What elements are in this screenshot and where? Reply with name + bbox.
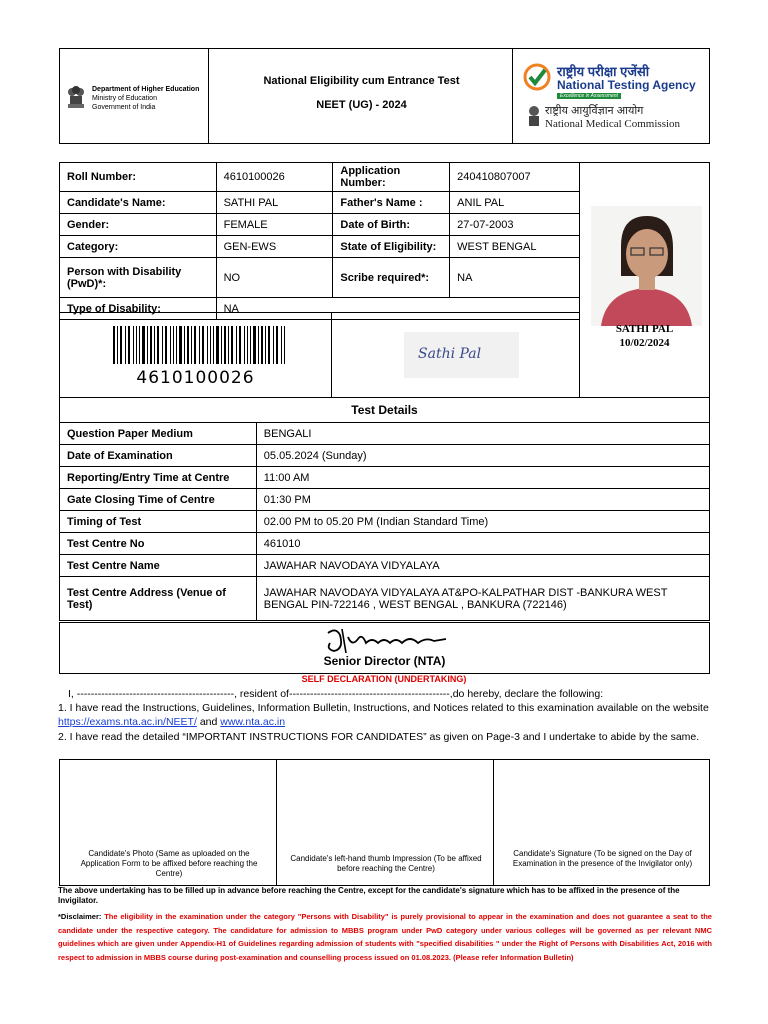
test-detail-value: JAWAHAR NAVODAYA VIDYALAYA AT&PO-KALPATHAR DIST -BANKURA WEST BENGAL PIN-722146 , WEST BENGAL , BANKURA (722146): [256, 577, 709, 621]
thumb-impression-box: [276, 759, 494, 886]
candidate-name-value: SATHI PAL: [216, 192, 333, 214]
scribe-label: Scribe required*:: [333, 258, 450, 298]
barcode-cell: [59, 312, 332, 398]
barcode-bar: [133, 326, 134, 364]
barcode-bar: [142, 326, 145, 364]
test-detail-label: Timing of Test: [60, 511, 257, 533]
state-value: WEST BENGAL: [450, 236, 580, 258]
nmc-english-name: National Medical Commission: [545, 118, 681, 130]
barcode-bar: [125, 326, 126, 364]
undertaking-note: The above undertaking has to be filled up in advance before reaching the Centre, except for the candidate's signature which has to be affixed in the presence of the Invigilator.: [58, 886, 680, 905]
barcode-bar: [139, 326, 140, 364]
gender-label: Gender:: [60, 214, 217, 236]
header-right-cell: [512, 48, 710, 144]
director-title: Senior Director (NTA): [323, 654, 446, 668]
declaration-point-2: 2. I have read the detailed “IMPORTANT INSTRUCTIONS FOR CANDIDATES” as given on Page-3 and I undertake to abide by the same.: [58, 731, 700, 743]
barcode-bar: [150, 326, 152, 364]
barcode-bar: [187, 326, 189, 364]
and-text: and: [199, 716, 218, 728]
photo-date: 10/02/2024: [619, 337, 670, 349]
national-emblem-icon: [66, 82, 86, 112]
department-block: [92, 85, 199, 112]
declaration-point-1-text: 1. I have read the Instructions, Guidelines, Information Bulletin, Instructions, and Notices related to this examination available on the website: [58, 702, 709, 714]
candidate-signature-image: [404, 332, 519, 378]
test-details-table: [59, 422, 710, 621]
test-detail-value: 05.05.2024 (Sunday): [256, 445, 709, 467]
header-center-cell: [208, 48, 513, 144]
test-details-heading: Test Details: [59, 397, 710, 423]
barcode-bar: [117, 326, 118, 364]
candidate-signature-text: Sathi Pal: [418, 346, 482, 362]
nta-tagline: Excellence in Assessment: [557, 93, 621, 99]
barcode-bar: [202, 326, 204, 364]
barcode-bar: [265, 326, 266, 364]
candidate-photo-box: [59, 759, 277, 886]
father-name-value: ANIL PAL: [450, 192, 580, 214]
barcode-bar: [253, 326, 256, 364]
test-detail-label: Test Centre Address (Venue of Test): [60, 577, 257, 621]
test-detail-label: Gate Closing Time of Centre: [60, 489, 257, 511]
barcode-bar: [191, 326, 192, 364]
father-name-label: Father's Name :: [333, 192, 450, 214]
category-value: GEN-EWS: [216, 236, 333, 258]
dob-label: Date of Birth:: [333, 214, 450, 236]
barcode: [113, 326, 288, 364]
disclaimer-text: The eligibility in the examination under the category "Persons with Disability" is purely provisional to appear in the examination and does not guarantee a seat to the candidate under the respective category. The candidature for admission to MBBS program under PwD category under various colleges will be governed as per relevant NMC guidelines which are given under Appendix-H1 of Guidelines regarding admission of students with "specified disabilities " under the Right of Persons with Disabilities Act, 2016 with respect to admission in MBBS course during post-examination and counselling process issued on 01.08.2023. (Please refer Information Bulletin): [58, 912, 712, 962]
barcode-bar: [136, 326, 137, 364]
barcode-bar: [154, 326, 155, 364]
application-number-label: Application Number:: [333, 163, 450, 192]
barcode-bar: [128, 326, 130, 364]
test-detail-label: Test Centre Name: [60, 555, 257, 577]
dob-value: 27-07-2003: [450, 214, 580, 236]
test-detail-value: 02.00 PM to 05.20 PM (Indian Standard Time): [256, 511, 709, 533]
barcode-bar: [228, 326, 229, 364]
test-detail-value: JAWAHAR NAVODAYA VIDYALAYA: [256, 555, 709, 577]
barcode-bar: [120, 326, 122, 364]
disclaimer: [58, 910, 712, 964]
nta-hindi-name: राष्ट्रीय परीक्षा एजेंसी: [557, 64, 650, 79]
test-detail-value: BENGALI: [256, 423, 709, 445]
barcode-bar: [247, 326, 248, 364]
candidate-photo-cell: [579, 162, 710, 398]
gender-value: FEMALE: [216, 214, 333, 236]
barcode-bar: [184, 326, 185, 364]
pwd-value: NO: [216, 258, 333, 298]
director-signature-box: [59, 622, 710, 674]
department-name: Department of Higher Education: [92, 86, 200, 93]
barcode-bar: [239, 326, 241, 364]
nta-website-link[interactable]: www.nta.ac.in: [220, 716, 286, 728]
photo-name: SATHI PAL: [615, 323, 674, 335]
exam-short-name: NEET (UG) - 2024: [316, 99, 407, 111]
barcode-bar: [276, 326, 278, 364]
candidate-name-label: Candidate's Name:: [60, 192, 217, 214]
test-detail-label: Reporting/Entry Time at Centre: [60, 467, 257, 489]
barcode-bar: [179, 326, 182, 364]
test-detail-label: Test Centre No: [60, 533, 257, 555]
barcode-bar: [258, 326, 259, 364]
barcode-bar: [224, 326, 226, 364]
barcode-bar: [281, 326, 282, 364]
roll-number-value: 4610100026: [216, 163, 333, 192]
barcode-bar: [244, 326, 245, 364]
barcode-bar: [284, 326, 285, 364]
director-signature-icon: [322, 625, 452, 655]
barcode-bar: [147, 326, 148, 364]
declaration-line: I, ---------------------------------------------, resident of----------------------------------------------,do hereby, declare the following:: [68, 688, 604, 700]
barcode-bar: [207, 326, 208, 364]
barcode-number: 4610100026: [136, 368, 255, 388]
disability-type-label: Type of Disability:: [60, 298, 217, 320]
candidate-signature-box: [493, 759, 710, 886]
government-name: Government of India: [92, 104, 156, 111]
barcode-bar: [236, 326, 237, 364]
barcode-bar: [170, 326, 171, 364]
barcode-bar: [157, 326, 159, 364]
barcode-bar: [113, 326, 115, 364]
test-detail-value: 461010: [256, 533, 709, 555]
barcode-bar: [165, 326, 167, 364]
barcode-bar: [250, 326, 251, 364]
barcode-bar: [221, 326, 222, 364]
barcode-bar: [273, 326, 274, 364]
barcode-bar: [216, 326, 219, 364]
exam-full-name: National Eligibility cum Entrance Test: [263, 75, 460, 87]
candidate-details-table: [59, 162, 580, 320]
person-photo-icon: [591, 206, 702, 326]
barcode-bar: [231, 326, 233, 364]
disability-type-value: NA: [216, 298, 579, 320]
scribe-value: NA: [450, 258, 580, 298]
thumb-impression-box-label: Candidate's left-hand thumb Impression (To be affixed before reaching the Centre): [290, 854, 482, 873]
application-number-value: 240410807007: [450, 163, 580, 192]
declaration-heading: SELF DECLARATION (UNDERTAKING): [301, 674, 467, 684]
header-left-cell: [59, 48, 209, 144]
barcode-bar: [199, 326, 200, 364]
candidate-signature-box-label: Candidate's Signature (To be signed on the Day of Examination in the presence of the Invigilator only): [512, 849, 693, 868]
test-detail-label: Question Paper Medium: [60, 423, 257, 445]
barcode-bar: [268, 326, 270, 364]
barcode-bar: [261, 326, 263, 364]
barcode-bar: [210, 326, 211, 364]
pwd-label: Person with Disability (PwD)*:: [60, 258, 217, 298]
neet-website-link[interactable]: https://exams.nta.ac.in/NEET/: [58, 716, 197, 728]
declaration-point-1: [58, 701, 714, 729]
test-detail-value: 11:00 AM: [256, 467, 709, 489]
barcode-bar: [213, 326, 214, 364]
barcode-bar: [162, 326, 163, 364]
barcode-bar: [173, 326, 174, 364]
emblem-icon: [527, 104, 541, 130]
nta-logo-icon: [523, 63, 551, 91]
nta-english-name: National Testing Agency: [557, 78, 696, 92]
barcode-bar: [176, 326, 177, 364]
barcode-bar: [194, 326, 196, 364]
roll-number-label: Roll Number:: [60, 163, 217, 192]
disclaimer-label: *Disclaimer:: [58, 912, 102, 921]
ministry-name: Ministry of Education: [92, 95, 157, 102]
category-label: Category:: [60, 236, 217, 258]
nmc-hindi-name: राष्ट्रीय आयुर्विज्ञान आयोग: [545, 105, 644, 117]
test-detail-value: 01:30 PM: [256, 489, 709, 511]
state-label: State of Eligibility:: [333, 236, 450, 258]
test-detail-label: Date of Examination: [60, 445, 257, 467]
candidate-photo-box-label: Candidate's Photo (Same as uploaded on the Application Form to be affixed before reaching the Centre): [80, 849, 258, 878]
signature-cell: [331, 312, 580, 398]
